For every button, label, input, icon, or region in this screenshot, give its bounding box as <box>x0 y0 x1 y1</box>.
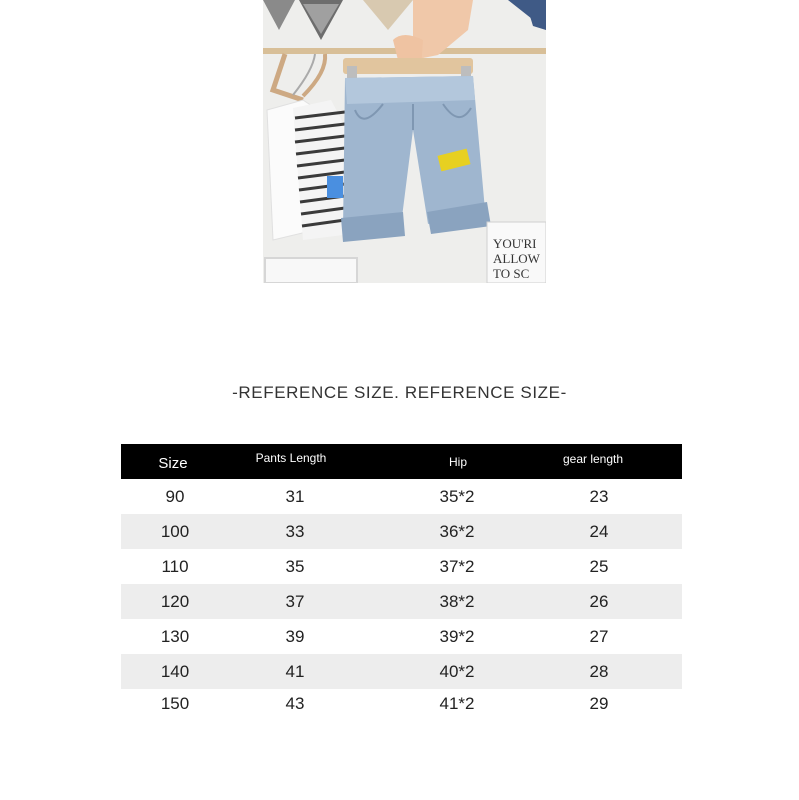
header-pants-length: Pants Length <box>255 451 327 465</box>
header-gear-length: gear length <box>562 452 624 466</box>
cell-pants-length: 35 <box>285 556 305 576</box>
product-photo <box>263 0 546 283</box>
cell-pants-length: 33 <box>285 521 305 541</box>
sign-line-2: ALLOW <box>493 251 540 266</box>
cell-size: 130 <box>160 626 190 646</box>
cell-size: 90 <box>165 486 185 506</box>
cell-hip: 38*2 <box>439 591 475 611</box>
denim-shorts-image <box>263 0 546 283</box>
cell-pants-length: 37 <box>285 591 305 611</box>
table-row <box>121 514 682 549</box>
cell-size: 110 <box>161 556 189 576</box>
table-row <box>121 619 682 654</box>
cell-hip: 39*2 <box>439 626 475 646</box>
cell-pants-length: 31 <box>285 486 305 506</box>
cell-size: 100 <box>160 521 190 541</box>
cell-gear-length: 26 <box>589 591 609 611</box>
cell-hip: 36*2 <box>439 521 475 541</box>
cell-gear-length: 28 <box>589 661 609 681</box>
cell-gear-length: 29 <box>589 694 609 713</box>
cell-gear-length: 25 <box>589 556 609 576</box>
table-header <box>121 444 682 479</box>
cell-size: 120 <box>160 591 190 611</box>
cell-size: 140 <box>160 661 190 681</box>
cell-hip: 41*2 <box>439 694 475 713</box>
cell-gear-length: 24 <box>589 521 609 541</box>
cell-size: 150 <box>160 694 190 713</box>
table-row <box>121 549 682 584</box>
cell-hip: 40*2 <box>439 661 475 681</box>
header-hip: Hip <box>448 454 467 469</box>
table-row <box>121 689 682 719</box>
cell-pants-length: 39 <box>285 626 305 646</box>
table-row <box>121 654 682 689</box>
reference-size-title: -REFERENCE SIZE. REFERENCE SIZE- <box>232 383 567 402</box>
header-size: Size <box>158 455 188 472</box>
cell-hip: 37*2 <box>439 556 475 576</box>
table-row <box>121 584 682 619</box>
sign-line-3: TO SC <box>493 266 530 281</box>
sign-line-1: YOU'RI <box>493 236 537 251</box>
size-table <box>121 444 682 719</box>
cell-hip: 35*2 <box>439 486 475 506</box>
cell-pants-length: 43 <box>285 694 305 713</box>
cell-gear-length: 23 <box>589 486 609 506</box>
cell-pants-length: 41 <box>285 661 305 681</box>
cell-gear-length: 27 <box>589 626 609 646</box>
table-row <box>121 479 682 514</box>
